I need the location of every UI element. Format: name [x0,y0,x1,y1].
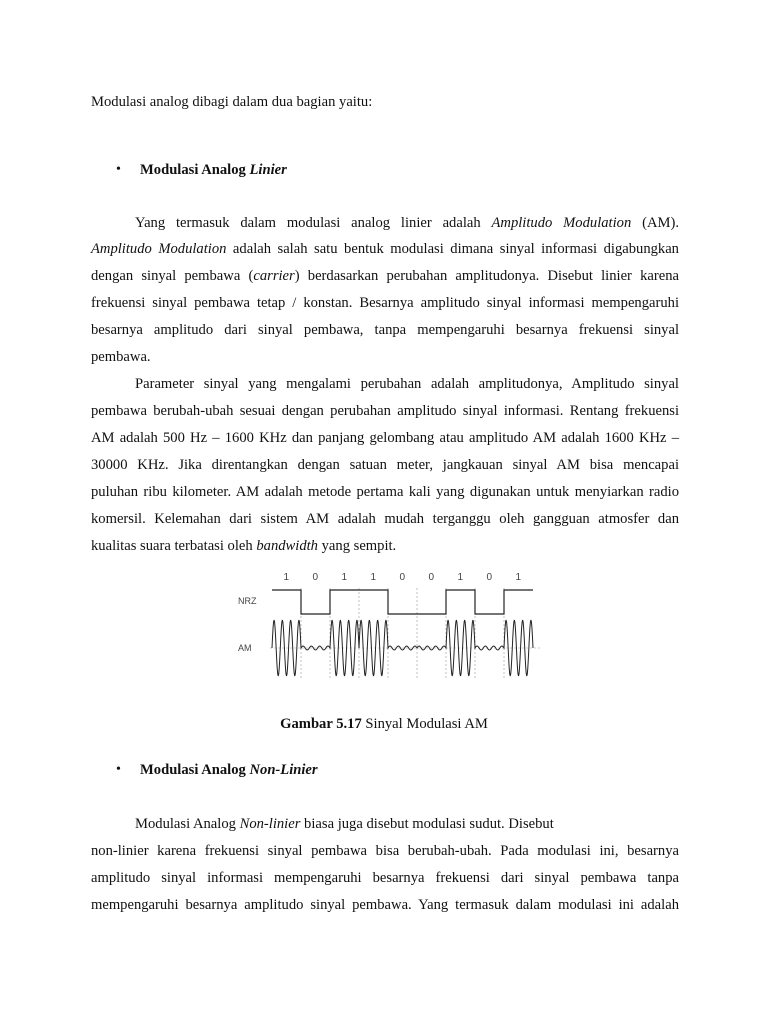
nrz-label: NRZ [238,596,257,606]
bit-label: 0 [486,572,493,583]
paragraph-line: AM adalah 500 Hz – 1600 KHz dan panjang gelombang atau amplitudo AM adalah 1600 KHz – [91,430,679,446]
bit-label: 1 [341,572,348,583]
text-run: biasa juga disebut modulasi sudut. Disebut [300,816,554,832]
bullet-icon: • [116,762,121,777]
intro-text: Modulasi analog dibagi dalam dua bagian yaitu: [91,94,373,110]
heading-text: Modulasi Analog [140,762,250,778]
nrz-waveform [272,590,533,614]
paragraph-line: non-linier karena frekuensi sinyal pembawa bisa berubah-ubah. Pada modulasi ini, besarnya [91,843,679,859]
text-run: ) berdasarkan perubahan amplitudonya. Disebut linier karena [294,268,679,284]
paragraph-line: pembawa. [91,349,151,365]
paragraph-line [91,267,679,285]
am-label: AM [238,643,252,653]
paragraph-line [91,815,723,833]
text-run: adalah salah satu bentuk modulasi dimana sinyal informasi digabungkan [226,241,679,257]
bit-label: 0 [428,572,435,583]
paragraph-line: 30000 KHz. Jika direntangkan dengan satuan meter, jangkauan sinyal AM bisa mencapai [91,457,679,473]
paragraph-line: mempengaruhi besarnya amplitudo sinyal pembawa. Yang termasuk dalam modulasi ini adalah [91,897,679,913]
paragraph-line [91,537,679,555]
bit-label: 1 [370,572,377,583]
paragraph-line: Parameter sinyal yang mengalami perubahan adalah amplitudonya, Amplitudo sinyal [135,376,679,392]
text-run: Yang termasuk dalam modulasi analog linier adalah [135,215,492,231]
italic-run: Amplitudo Modulation [91,241,227,257]
caption-text: Sinyal Modulasi AM [361,716,488,732]
section-heading-linier [140,162,287,179]
italic-run: bandwidth [256,538,318,554]
bit-label: 1 [283,572,290,583]
section-heading-non-linier [140,762,318,779]
paragraph-line [91,214,679,232]
paragraph-line: pembawa berubah-ubah sesuai dengan perubahan amplitudo sinyal informasi. Rentang frekuensi [91,403,679,419]
text-run: yang sempit. [317,538,397,554]
paragraph-line: komersil. Kelemahan dari sistem AM adalah mudah terganggu oleh gangguan atmosfer dan [91,511,679,527]
heading-text: Modulasi Analog [140,162,250,178]
bit-label: 0 [399,572,406,583]
paragraph-line [91,240,679,258]
paragraph-line: amplitudo sinyal informasi mempengaruhi besarnya frekuensi dari sinyal pembawa tanpa [91,870,679,886]
paragraph-line: puluhan ribu kilometer. AM adalah metode pertama kali yang digunakan untuk menyiarkan radio [91,484,679,500]
text-run: Modulasi Analog [135,816,240,832]
caption-bold: Gambar 5.17 [280,716,362,732]
italic-run: Amplitudo Modulation [491,215,632,231]
italic-run: carrier [253,268,295,284]
bullet-icon: • [116,162,121,177]
paragraph-line: frekuensi sinyal pembawa tetap / konstan. Besarnya amplitudo sinyal informasi mempengaruhi [91,295,679,311]
bit-label: 1 [457,572,464,583]
bit-label: 1 [515,572,522,583]
heading-italic: Non-Linier [249,762,318,778]
bit-label: 0 [312,572,319,583]
figure-caption [0,716,768,733]
text-run: (AM). [631,215,679,231]
text-run: dengan sinyal pembawa ( [91,268,254,284]
paragraph-line: besarnya amplitudo dari sinyal pembawa, tanpa mempengaruhi besarnya frekuensi sinyal [91,322,679,338]
text-run: kualitas suara terbatasi oleh [91,538,257,554]
italic-run: Non-linier [239,816,301,832]
am-modulation-figure [230,566,550,691]
heading-italic: Linier [249,162,287,178]
